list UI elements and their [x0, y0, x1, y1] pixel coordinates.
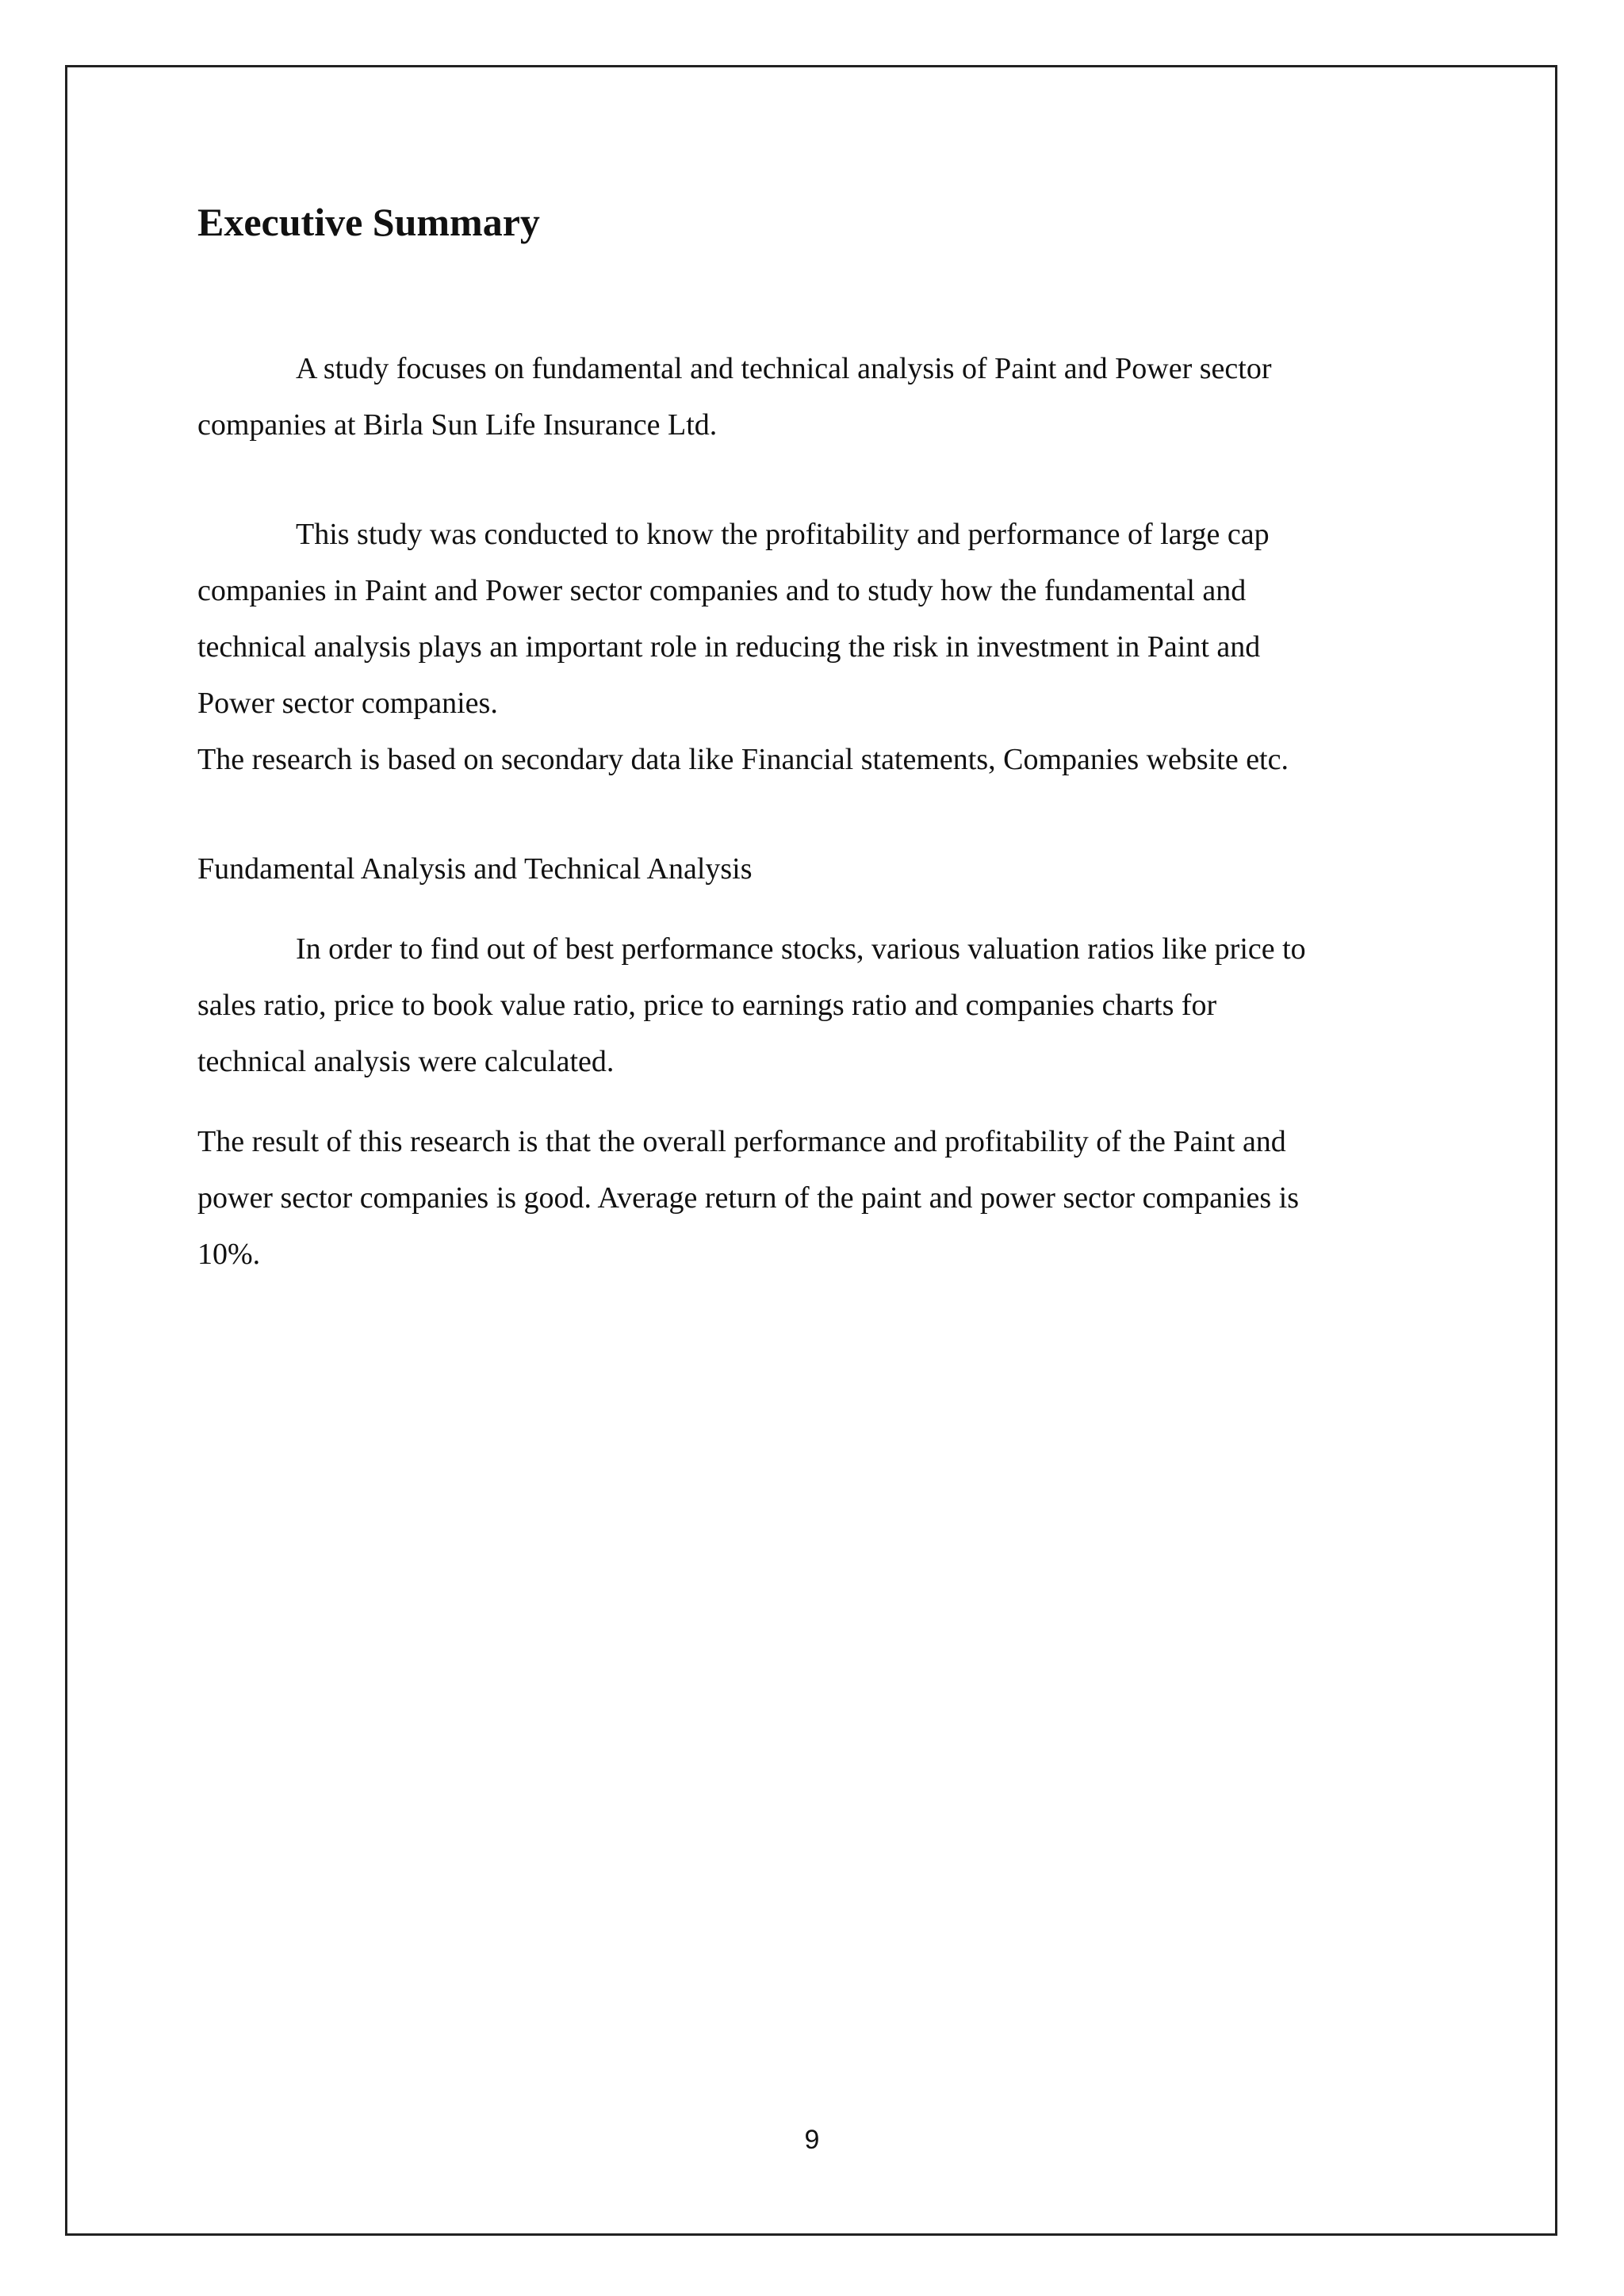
page-number: 9: [804, 2125, 820, 2155]
text-line: A study focuses on fundamental and technical analysis of Paint and Power sector: [296, 352, 1272, 385]
section-heading: [197, 841, 1419, 897]
text-line: technical analysis were calculated.: [197, 1045, 615, 1078]
paragraph-intro: [197, 341, 1419, 453]
text-line: Power sector companies.: [197, 687, 498, 720]
document-body: [197, 190, 1419, 1283]
text-line: This study was conducted to know the profitability and performance of large cap: [296, 518, 1270, 551]
text-line: The result of this research is that the overall performance and profitability of the Paint and: [197, 1125, 1286, 1158]
text-line: 10%.: [197, 1238, 261, 1271]
text-line: The research is based on secondary data like Financial statements, Companies website etc.: [197, 743, 1289, 776]
text-line: technical analysis plays an important role in reducing the risk in investment in Paint and: [197, 630, 1261, 664]
text-line: Fundamental Analysis and Technical Analysis: [197, 852, 753, 886]
text-line: sales ratio, price to book value ratio, price to earnings ratio and companies charts for: [197, 989, 1217, 1022]
paragraph-result: [197, 1114, 1419, 1283]
text-line: In order to find out of best performance stocks, various valuation ratios like price to: [296, 932, 1306, 966]
paragraph-purpose: [197, 507, 1419, 732]
text-line: companies in Paint and Power sector companies and to study how the fundamental and: [197, 574, 1247, 607]
text-line: power sector companies is good. Average return of the paint and power sector companies is: [197, 1181, 1300, 1215]
paragraph-method: [197, 921, 1419, 1090]
text-line: companies at Birla Sun Life Insurance Ltd.: [197, 408, 718, 442]
page-title: Executive Summary: [197, 200, 540, 244]
paragraph-data-source: [197, 732, 1419, 788]
